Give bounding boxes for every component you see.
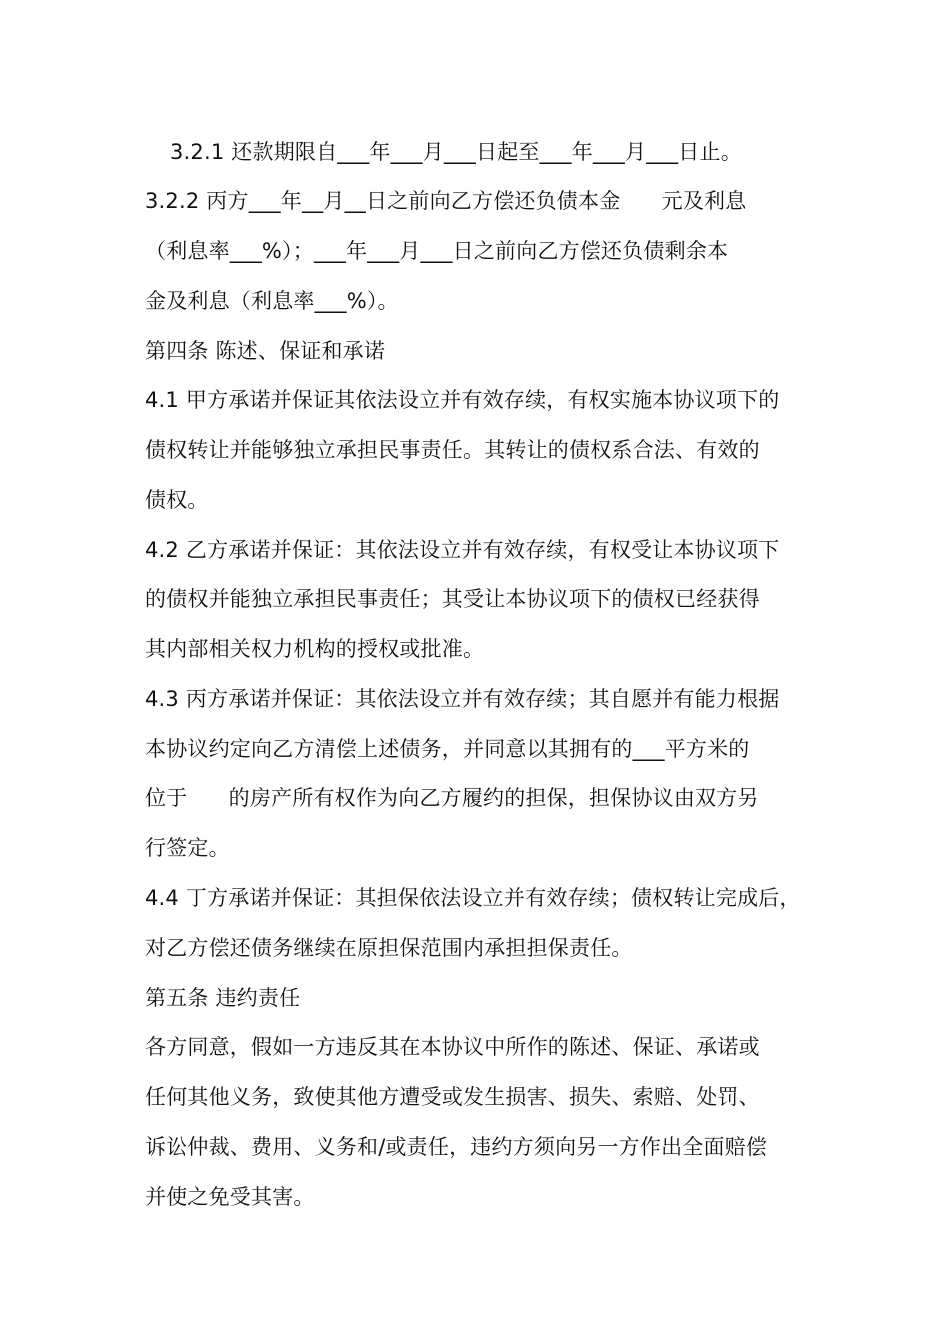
clause-4-3-line-2: 本协议约定向乙方清偿上述债务，并同意以其拥有的___平方米的 — [145, 737, 750, 761]
clause-3-2-2-line-1: 3.2.2 丙方___年__月__日之前向乙方偿还负债本金 元及利息 — [145, 189, 747, 213]
article-5-para-line-3: 诉讼仲裁、费用、义务和/或责任，违约方须向另一方作出全面赔偿 — [145, 1135, 768, 1159]
clause-3-2-2-line-2: （利息率___%）；___年___月___日之前向乙方偿还负债剩余本 — [145, 239, 729, 263]
clause-4-3-line-1: 4.3 丙方承诺并保证：其依法设立并有效存续；其自愿并有能力根据 — [145, 687, 780, 711]
clause-4-1-line-2: 债权转让并能够独立承担民事责任。其转让的债权系合法、有效的 — [145, 438, 760, 462]
clause-3-2-2-line-3: 金及利息（利息率___%）。 — [145, 289, 399, 313]
article-5-para-line-2: 任何其他义务，致使其他方遭受或发生损害、损失、索赔、处罚、 — [145, 1085, 760, 1109]
article-5-para-line-4: 并使之免受其害。 — [145, 1185, 315, 1209]
clause-4-2-line-2: 的债权并能独立承担民事责任；其受让本协议项下的债权已经获得 — [145, 587, 760, 611]
clause-3-2-1-line: 3.2.1 还款期限自___年___月___日起至___年___月___日止。 — [170, 140, 742, 164]
clause-4-2-line-3: 其内部相关权力机构的授权或批准。 — [145, 637, 485, 661]
article-4-heading: 第四条 陈述、保证和承诺 — [145, 339, 386, 363]
article-5-para-line-1: 各方同意，假如一方违反其在本协议中所作的陈述、保证、承诺或 — [145, 1035, 760, 1059]
clause-4-1-line-1: 4.1 甲方承诺并保证其依法设立并有效存续，有权实施本协议项下的 — [145, 388, 780, 412]
clause-4-2-line-1: 4.2 乙方承诺并保证：其依法设立并有效存续，有权受让本协议项下 — [145, 538, 780, 562]
clause-4-4-line-2: 对乙方偿还债务继续在原担保范围内承担担保责任。 — [145, 936, 633, 960]
clause-4-3-line-3: 位于 的房产所有权作为向乙方履约的担保，担保协议由双方另 — [145, 786, 759, 810]
clause-4-1-line-3: 债权。 — [145, 488, 209, 512]
clause-4-3-line-4: 行签定。 — [145, 836, 230, 860]
clause-4-4-line-1: 4.4 丁方承诺并保证：其担保依法设立并有效存续；债权转让完成后， — [145, 886, 801, 910]
article-5-heading: 第五条 违约责任 — [145, 986, 301, 1010]
